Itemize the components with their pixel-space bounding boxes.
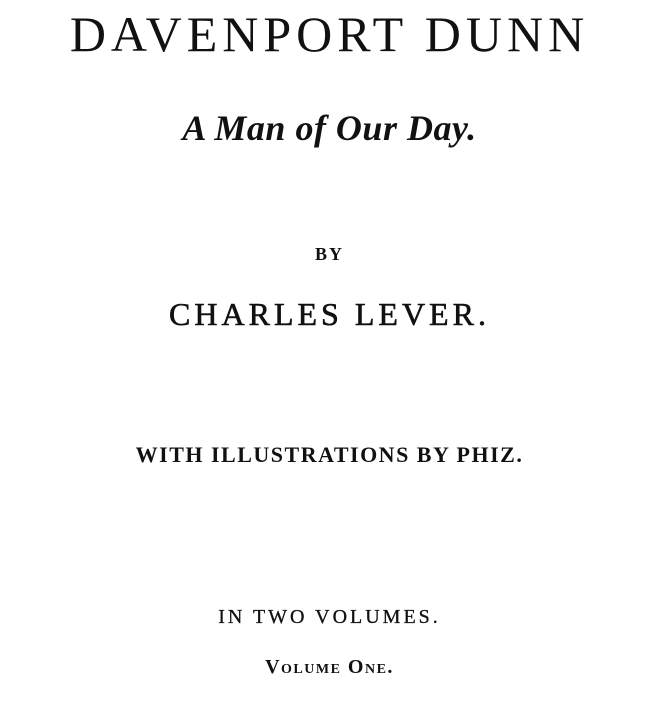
book-title: DAVENPORT DUNN (69, 6, 590, 62)
book-subtitle: A Man of Our Day. (182, 108, 477, 148)
volume-number: Volume One. (265, 656, 394, 678)
author-name: CHARLES LEVER. (169, 296, 490, 332)
by-label: BY (314, 244, 344, 264)
illustrations-credit: WITH ILLUSTRATIONS BY PHIZ. (135, 442, 524, 467)
volume-count: IN TWO VOLUMES. (218, 606, 441, 628)
